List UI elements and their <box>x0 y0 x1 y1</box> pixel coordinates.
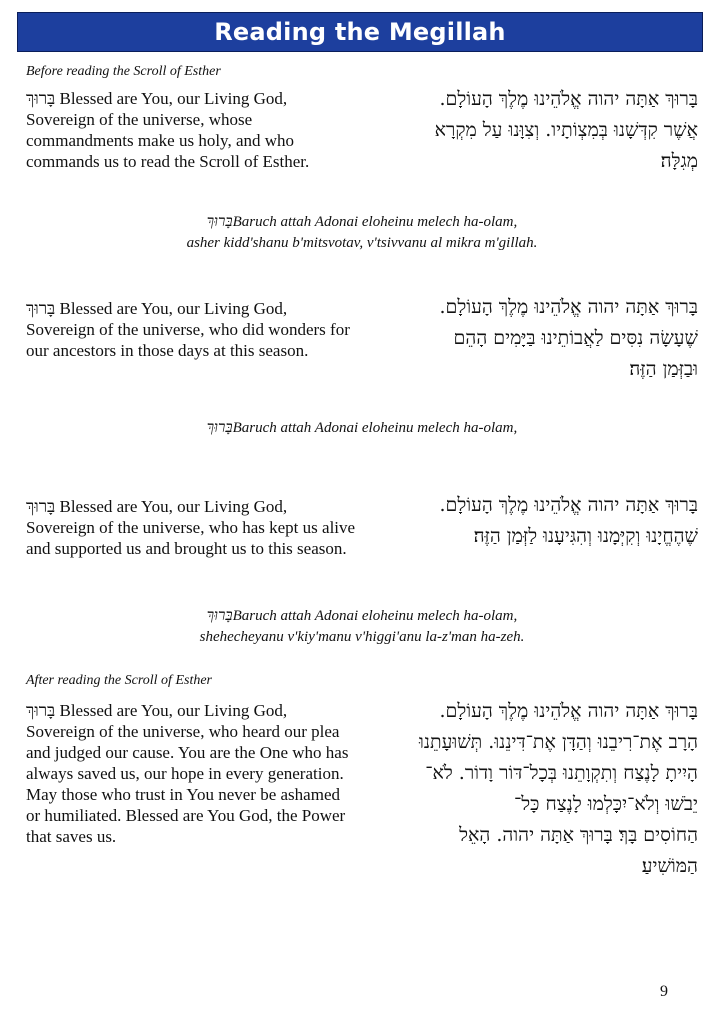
hebrew-line: הַחוֹסִים בָּךְ׃ בָּרוּךְ אַתָּה יהוה. הָאֵל <box>459 824 698 846</box>
translit-line: בָּרוּךְBaruch attah Adonai eloheinu melech ha-olam, <box>206 608 518 624</box>
hebrew-line: בָּרוּךְ אַתָּה יהוה אֱלֹהֵינוּ מֶלֶךְ הָעוֹלָם. <box>439 700 698 722</box>
title-banner <box>17 12 703 52</box>
hebrew-line: בָּרוּךְ אַתָּה יהוה אֱלֹהֵינוּ מֶלֶךְ הָעוֹלָם. <box>439 296 698 318</box>
section-intro: Before reading the Scroll of Esther <box>26 64 221 79</box>
hebrew-line: בָּרוּךְ אַתָּה יהוה אֱלֹהֵינוּ מֶלֶךְ הָעוֹלָם. <box>439 88 698 110</box>
page-title: Reading the Megillah <box>214 18 506 46</box>
hebrew-blessing <box>368 696 698 882</box>
hebrew-line: בָּרוּךְ אַתָּה יהוה אֱלֹהֵינוּ מֶלֶךְ הָעוֹלָם. <box>439 494 698 516</box>
transliteration <box>0 606 724 648</box>
translit-line: shehecheyanu v'kiy'manu v'higgi'anu la-z'man ha-zeh. <box>199 629 525 645</box>
hebrew-blessing <box>368 292 698 385</box>
hebrew-blessing <box>368 490 698 552</box>
hebrew-line: שֶׁעָשָׂה נִסִּים לַאֲבוֹתֵינוּ בַּיָּמִים הָהֵם <box>453 327 698 349</box>
translit-line: בָּרוּךְBaruch attah Adonai eloheinu melech ha-olam, <box>206 420 518 436</box>
english-blessing: בָּרוּךְ Blessed are You, our Living God, Sovereign of the universe, whose commandments make us holy, and who commands us to read the Scroll of Esther. <box>26 89 310 171</box>
english-blessing: בָּרוּךְ Blessed are You, our Living God, Sovereign of the universe, who has kept us alive and supported us and brought us to this season. <box>26 497 356 558</box>
hebrew-blessing <box>368 84 698 177</box>
page-number: 9 <box>660 983 668 1000</box>
hebrew-line: אֲשֶׁר קִדְּשָׁנוּ בְּמִצְוֹתָיו. וְצִוָּנוּ עַל מִקְרָא <box>434 119 698 141</box>
translit-line: asher kidd'shanu b'mitsvotav, v'tsivvanu al mikra m'gillah. <box>186 235 538 251</box>
transliteration <box>0 418 724 439</box>
english-blessing: בָּרוּךְ Blessed are You, our Living God, Sovereign of the universe, who did wonders for our ancestors in those days at this season. <box>26 299 350 360</box>
english-blessing: בָּרוּךְ Blessed are You, our Living God, Sovereign of the universe, who heard our plea and judged our cause. You are the One who has always saved us, our hope in every generation. May those who trust in You never be ashamed or humiliated. Blessed are You God, the Power that saves us. <box>26 701 349 846</box>
hebrew-line: הָיִיתָ לָנֶצַח וְתִקְוָתֵנוּ בְּכָל־דּוֹר וָדוֹר. לֹא־ <box>425 762 698 784</box>
section-intro: After reading the Scroll of Esther <box>26 673 212 688</box>
hebrew-line: וּבַזְּמַן הַזֶּה׃ <box>629 358 698 380</box>
hebrew-line: שֶׁהֶחֱיָנוּ וְקִיְּמָנוּ וְהִגִּיעָנוּ לַזְּמַן הַזֶּה׃ <box>473 525 698 547</box>
hebrew-line: יֵבֹשׁוּ וְלֹא־יִכָּלְמוּ לָנֶצַח כָּל־ <box>514 793 698 815</box>
hebrew-line: הַמּוֹשִׁיעַ׃ <box>641 855 698 877</box>
translit-line: בָּרוּךְBaruch attah Adonai eloheinu melech ha-olam, <box>206 214 518 230</box>
hebrew-line: הָרָב אֶת־רִיבֵנוּ וְהַדָּן אֶת־דִּינֵנוּ. תְּשׁוּעָתֵנוּ <box>418 731 698 753</box>
transliteration <box>0 212 724 254</box>
hebrew-line: מְגִלָּה׃ <box>660 150 698 172</box>
